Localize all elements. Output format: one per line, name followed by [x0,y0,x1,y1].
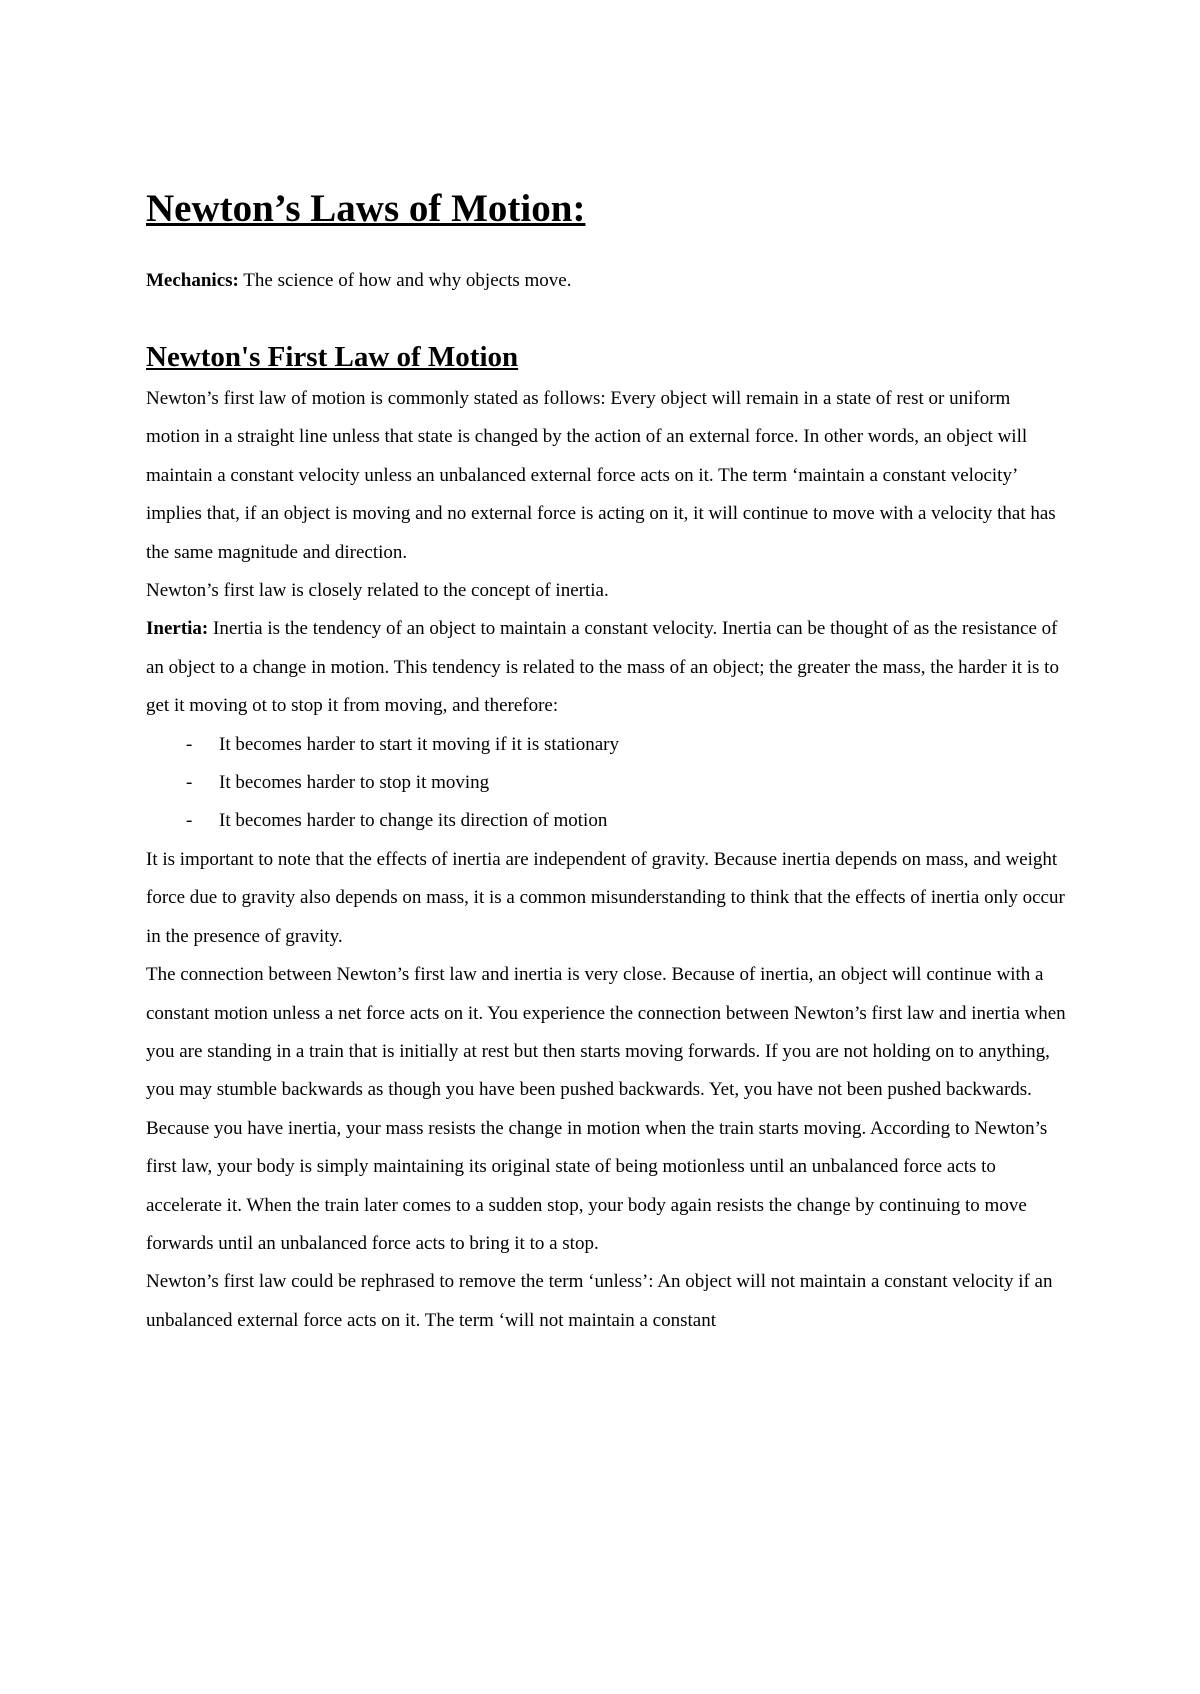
list-item [146,726,1066,764]
inertia-term: Inertia: [146,618,209,640]
inertia-definition [146,610,1066,725]
list-item-text: It becomes harder to stop it moving [219,772,490,794]
bullet-dash: - [186,810,193,832]
bullet-dash: - [186,772,193,794]
paragraph-train-example: The connection between Newton’s first law and inertia is very close. Because of inertia, an object will continue with a constant motion unless a net force acts on it. You experience the connection between Newton’s first law and inertia when you are standing in a train that is initially at rest but then starts moving forwards. If you are not holding on to anything, you may stumble backwards as though you have been pushed backwards. Yet, you have not been pushed backwards. Because you have inertia, your mass resists the change in motion when the train starts moving. According to Newton’s first law, your body is simply maintaining its original state of being motionless until an unbalanced force acts to accelerate it. When the train later comes to a sudden stop, your body again resists the change by continuing to move forwards until an unbalanced force acts to bring it to a stop. [146,964,1066,1254]
paragraph-gravity: It is important to note that the effects of inertia are independent of gravity. Because inertia depends on mass, and weight force due to gravity also depends on mass, it is a common misunderstanding to think that the effects of inertia only occur in the presence of gravity. [146,848,1065,947]
list-item [146,802,1066,840]
paragraph-inertia-intro: Newton’s first law is closely related to the concept of inertia. [146,580,609,602]
list-item [146,764,1066,802]
document-body [146,178,1066,1340]
list-item-text: It becomes harder to change its direction of motion [219,810,608,832]
definition-text: The science of how and why objects move. [238,270,572,291]
list-item-text: It becomes harder to start it moving if it is stationary [219,733,619,755]
section-heading: Newton's First Law of Motion [146,341,519,373]
inertia-text: Inertia is the tendency of an object to maintain a constant velocity. Inertia can be thought of as the resistance of an object to a change in motion. This tendency is related to the mass of an object; the greater the mass, the harder it is to get it moving ot to stop it from moving, and therefore: [146,618,1059,717]
document-title: Newton’s Laws of Motion: [146,187,586,230]
mechanics-definition [146,262,1066,300]
paragraph-rephrased: Newton’s first law could be rephrased to remove the term ‘unless’: An object will not maintain a constant velocity if an unbalanced external force acts on it. The term ‘will not maintain a constant [146,1271,1053,1331]
paragraph-first-law: Newton’s first law of motion is commonly stated as follows: Every object will remain in a state of rest or uniform motion in a straight line unless that state is changed by the action of an external force. In other words, an object will maintain a constant velocity unless an unbalanced external force acts on it. The term ‘maintain a constant velocity’ implies that, if an object is moving and no external force is acting on it, it will continue to move with a velocity that has the same magnitude and direction. [146,388,1056,563]
inertia-bullet-list [146,726,1066,841]
definition-term: Mechanics: [146,270,239,291]
bullet-dash: - [186,733,193,755]
